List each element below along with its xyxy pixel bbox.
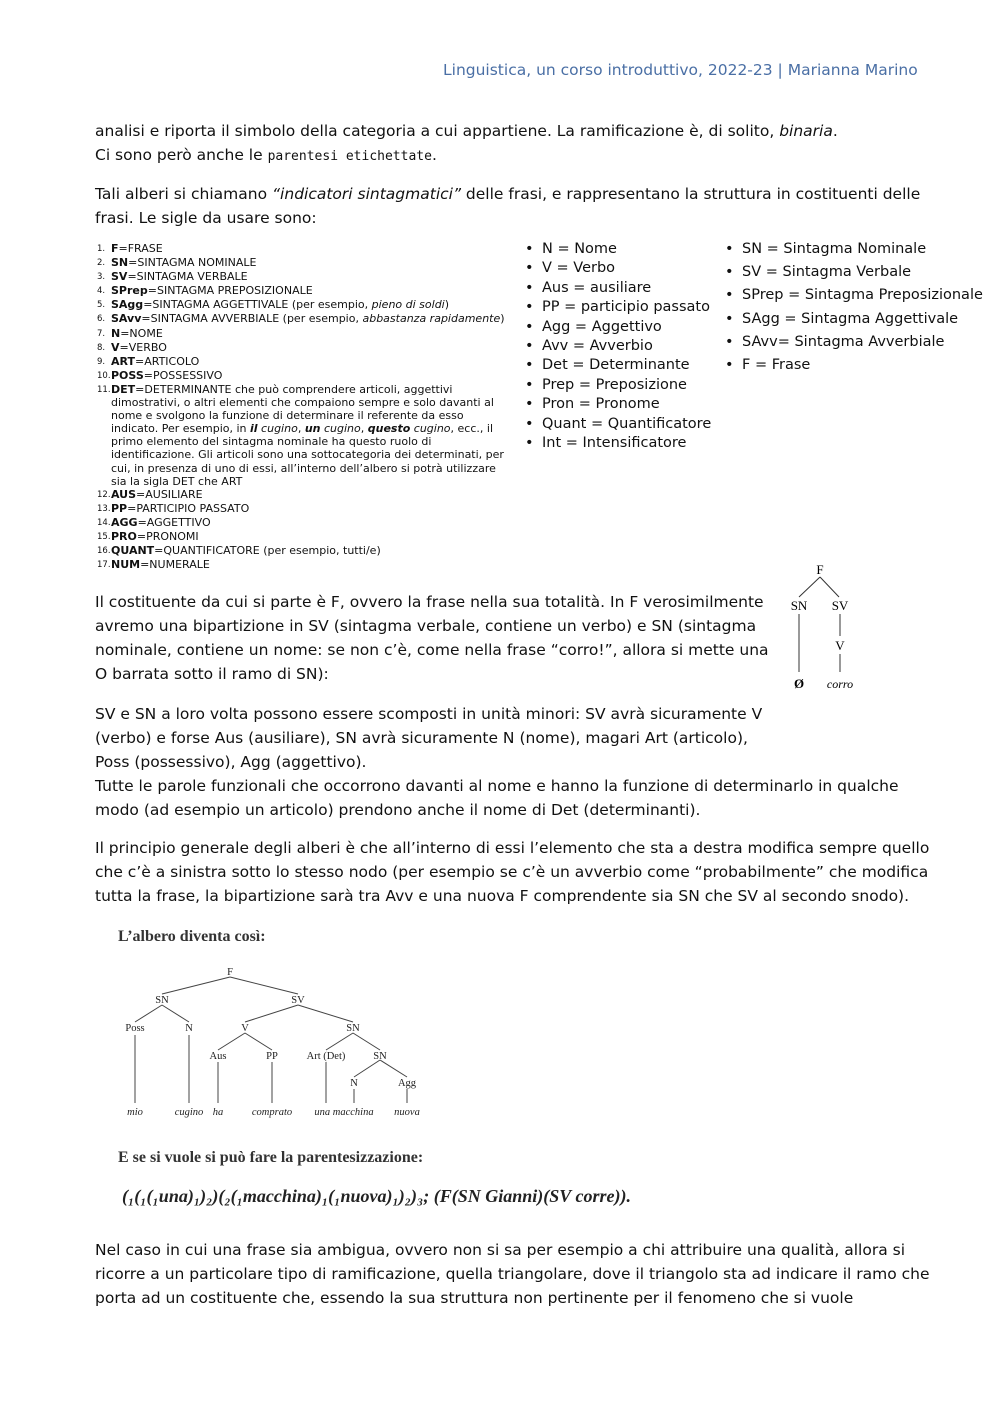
syntax-tree-figure: [110, 960, 470, 1122]
bullet-text: Det = Determinante: [542, 357, 690, 374]
node-f: F: [227, 967, 233, 978]
intro-paragraph: [95, 119, 905, 169]
legend-item: [97, 355, 517, 369]
bullet-item: [525, 298, 711, 317]
bullet-item: [525, 259, 711, 278]
bullet-text: V = Verbo: [542, 260, 616, 277]
bullet-item: [525, 337, 711, 356]
bullet-text: SN = Sintagma Nominale: [742, 241, 927, 257]
node-aus: Aus: [209, 1051, 227, 1062]
legend-item: [97, 341, 517, 355]
bullet-dot: •: [725, 357, 734, 374]
legend-item: [97, 312, 517, 326]
bullet-dot: •: [525, 415, 534, 432]
legend-item: [97, 298, 517, 312]
para4-line: (verbo) e forse Aus (ausiliare), SN avrà sicuramente N (nome), magari Art (articolo),: [95, 729, 748, 747]
legend-item-text: V=VERBO: [111, 340, 167, 354]
numbered-legend: [97, 242, 517, 572]
node-n: N: [185, 1023, 193, 1034]
bullet-text: Int = Intensificatore: [542, 435, 687, 452]
bullet-dot: •: [525, 260, 534, 277]
legend-item-number: 12.: [97, 489, 111, 500]
para3-line: O barrata sotto il ramo di SN):: [95, 665, 329, 683]
node-sn-2: SN: [346, 1023, 360, 1034]
node-poss: Poss: [125, 1023, 145, 1034]
legend-item-number: 3.: [97, 272, 106, 283]
bullet-dot: •: [725, 287, 734, 304]
bullet-dot: •: [525, 241, 534, 257]
intro-line-1: analisi e riporta il simbolo della categoria a cui appartiene. La ramificazione è, di solito, binaria.: [95, 122, 838, 140]
leaf-cugino: cugino: [174, 1107, 204, 1118]
bullet-item: [525, 415, 711, 434]
legend-item-number: 6.: [97, 314, 106, 325]
legend-item-number: 16.: [97, 546, 111, 557]
bullet-dot: •: [525, 396, 534, 413]
bullet-text: F = Frase: [742, 357, 811, 374]
node-sv: SV: [291, 995, 305, 1006]
legend-item-text: SN=SINTAGMA NOMINALE: [111, 256, 257, 270]
legend-item-text: QUANT=QUANTIFICATORE (per esempio, tutti/e): [111, 544, 381, 558]
bullet-item: [525, 279, 711, 298]
para4-line: Tutte le parole funzionali che occorrono davanti al nome e hanno la funzione di determinarlo in qualche: [95, 777, 899, 795]
bullet-text: Quant = Quantificatore: [542, 415, 712, 432]
bullet-text: Prep = Preposizione: [542, 376, 687, 393]
bullet-item: [525, 356, 711, 375]
leaf-mio: mio: [127, 1107, 143, 1118]
para3-line: avremo una bipartizione in SV (sintagma verbale, contiene un verbo) e SN (sintagma: [95, 617, 757, 635]
legend-item: [97, 488, 517, 502]
bullet-dot: •: [525, 318, 534, 335]
node-pp: PP: [266, 1051, 278, 1062]
legend-item-number: 8.: [97, 342, 106, 353]
bullet-text: SAgg = Sintagma Aggettivale: [742, 310, 959, 327]
para5-line: tutta la frase, la bipartizione sarà tra Avv e una nuova F comprendente sia SN che SV al secondo snodo).: [95, 887, 910, 905]
node-sn-3: SN: [373, 1051, 387, 1062]
bullet-text: Avv = Avverbio: [542, 338, 653, 355]
legend-item: [97, 270, 517, 284]
bullet-dot: •: [525, 435, 534, 452]
legend-item-number: 9.: [97, 356, 106, 367]
para6-line: ricorre a un particolare tipo di ramificazione, quella triangolare, dove il triangolo sta ad indicare il ramo che: [95, 1265, 930, 1283]
para6-line: porta ad un costituente che, essendo la sua struttura non pertinente per il fenomeno che si vuole: [95, 1289, 854, 1307]
bullet-item: [725, 354, 983, 377]
node-n-2: N: [350, 1078, 358, 1089]
bullet-text: SPrep = Sintagma Preposizionale: [742, 287, 983, 304]
legend-item-text: AUS=AUSILIARE: [111, 487, 203, 501]
legend-item-text: SPrep=SINTAGMA PREPOSIZIONALE: [111, 284, 313, 298]
bullet-dot: •: [525, 279, 534, 296]
intro-line-2: Ci sono però anche le parentesi etichettate.: [95, 146, 437, 164]
bullet-item: [525, 318, 711, 337]
legend-item-text: SAvv=SINTAGMA AVVERBIALE (per esempio, abbastanza rapidamente): [111, 312, 505, 326]
para4-line: SV e SN a loro volta possono essere scomposti in unità minori: SV avrà sicuramente V: [95, 705, 763, 723]
bullet-text: Aus = ausiliare: [542, 279, 652, 296]
para5-line: che c’è a sinistra sotto lo stesso nodo (per esempio se c’è un avverbio come “probabilmente” che modifica: [95, 863, 929, 881]
node-agg: Agg: [397, 1078, 417, 1089]
leaf-ha: ha: [212, 1107, 224, 1118]
bullet-item: [525, 395, 711, 414]
legend-item-number: 2.: [97, 258, 106, 269]
leaf-una-macchina: una macchina: [314, 1107, 374, 1118]
bullet-text: SV = Sintagma Verbale: [742, 264, 912, 281]
bullet-item: [525, 376, 711, 395]
bullet-item: [525, 240, 711, 259]
legend-item: [97, 369, 517, 383]
legend-item: [97, 544, 517, 558]
legend-item-text: AGG=AGGETTIVO: [111, 515, 211, 529]
tree-leaf-corro: corro: [826, 677, 854, 691]
legend-item-number: 17.: [97, 560, 111, 571]
legend-item: [97, 242, 517, 256]
legend-item-text: PRO=PRONOMI: [111, 529, 199, 543]
node-sn: SN: [155, 995, 169, 1006]
legend-item-number: 13.: [97, 503, 111, 514]
legend-item: [97, 256, 517, 270]
legend-item-text: SV=SINTAGMA VERBALE: [111, 270, 248, 284]
legend-item-text: N=NOME: [111, 326, 163, 340]
legend-item: [97, 502, 517, 516]
tree-node-sn: SN: [790, 598, 808, 613]
bullet-text: Agg = Aggettivo: [542, 318, 662, 335]
tree-leaf-empty: Ø: [793, 676, 805, 691]
tree-node-v: V: [835, 638, 845, 653]
legend-item-text: POSS=POSSESSIVO: [111, 368, 223, 382]
paragraph-ambigua: [95, 1238, 930, 1310]
legend-item-text: PP=PARTICIPIO PASSATO: [111, 501, 250, 515]
para6-line: Nel caso in cui una frase sia ambigua, ovvero non si sa per esempio a chi attribuire una qualità, allora si: [95, 1241, 906, 1259]
legend-item-number: 15.: [97, 531, 111, 542]
bullet-item: [525, 434, 711, 453]
bullet-text: N = Nome: [542, 241, 617, 257]
bullet-legend-phrases: [725, 238, 983, 377]
bullet-dot: •: [725, 333, 734, 350]
legend-item: [97, 558, 517, 572]
legend-item: [97, 284, 517, 298]
bullet-item: [725, 308, 983, 331]
para4-line: Poss (possessivo), Agg (aggettivo).: [95, 753, 367, 771]
node-v: V: [241, 1023, 249, 1034]
legend-item-number: 10.: [97, 370, 111, 381]
legend-item-number: 5.: [97, 300, 106, 311]
bullet-item: [725, 261, 983, 284]
bullet-legend-categories: [525, 240, 711, 453]
paragraph-scomposizione: [95, 702, 905, 822]
small-tree-diagram: [780, 560, 870, 695]
tree-node-f: F: [816, 562, 824, 577]
legend-item: [97, 516, 517, 530]
leaf-nuova: nuova: [394, 1107, 420, 1118]
para5-line: Il principio generale degli alberi è che all’interno di essi l’elemento che sta a destra modifica sempre quello: [95, 839, 930, 857]
page-header: Linguistica, un corso introduttivo, 2022-23 | Marianna Marino: [443, 61, 918, 79]
bullet-dot: •: [525, 338, 534, 355]
para3-line: Il costituente da cui si parte è F, ovvero la frase nella sua totalità. In F verosimilmente: [95, 593, 764, 611]
paragraph-indicatori: Tali alberi si chiamano “indicatori sintagmatici” delle frasi, e rappresentano la struttura in costituenti delle frasi. Le sigle da usare sono:: [95, 185, 921, 227]
bullet-dot: •: [725, 310, 734, 327]
legend-item-text: ART=ARTICOLO: [111, 354, 200, 368]
legend-item-text: F=FRASE: [111, 242, 163, 255]
legend-item-number: 14.: [97, 517, 111, 528]
bullet-text: SAvv= Sintagma Avverbiale: [742, 333, 945, 350]
node-art-det: Art (Det): [306, 1051, 346, 1062]
para4-line: modo (ad esempio un articolo) prendono anche il nome di Det (determinanti).: [95, 801, 701, 819]
bullet-item: [725, 238, 983, 261]
tree-node-sv: SV: [831, 598, 849, 613]
paragraph-principio: [95, 836, 930, 908]
legend-item: [97, 327, 517, 341]
figure-caption-parentesizzazione: E se si vuole si può fare la parentesizzazione:: [118, 1149, 424, 1166]
bullet-dot: •: [525, 357, 534, 374]
para3-line: nominale, contiene un nome: se non c’è, come nella frase “corro!”, allora si mette una: [95, 641, 769, 659]
figure-caption-albero: L’albero diventa così:: [118, 928, 266, 945]
legend-item-number: 1.: [97, 244, 106, 254]
legend-item: [97, 530, 517, 544]
bullet-dot: •: [725, 241, 734, 257]
bullet-dot: •: [725, 264, 734, 281]
bullet-dot: •: [525, 299, 534, 316]
legend-item-number: 4.: [97, 286, 106, 297]
bullet-text: Pron = Pronome: [542, 396, 660, 413]
legend-item-text: NUM=NUMERALE: [111, 558, 210, 572]
bullet-dot: •: [525, 376, 534, 393]
legend-item-number: 7.: [97, 328, 106, 339]
leaf-comprato: comprato: [251, 1107, 293, 1118]
legend-item-text: SAgg=SINTAGMA AGGETTIVALE (per esempio, pieno di soldi): [111, 298, 450, 312]
bullet-item: [725, 284, 983, 307]
legend-item-det: 11. DET=DETERMINANTE che può comprendere articoli, aggettivi dimostrativi, o altri elementi che compaiono sempre e solo davanti al nome e svolgono la funzione di determinare il referente da esso indicato. Per esempio, in il cugino, un cugino, questo cugino, ecc., il primo elemento del sintagma nominale ha questo ruolo di identificazione. Gli articoli sono una sottocategoria dei determinati, per cui, in presenza di uno di essi, all’interno dell’albero si potrà utilizzare sia la sigla DET che ART: [97, 382, 504, 488]
bullet-text: PP = participio passato: [542, 299, 710, 316]
figure-bracketing: (₁(₁(₁una)₁)₂)(₂(₁macchina)₁(₁nuova)₁)₂)₃; (F(SN Gianni)(SV corre)).: [122, 1186, 631, 1206]
bullet-item: [725, 331, 983, 354]
